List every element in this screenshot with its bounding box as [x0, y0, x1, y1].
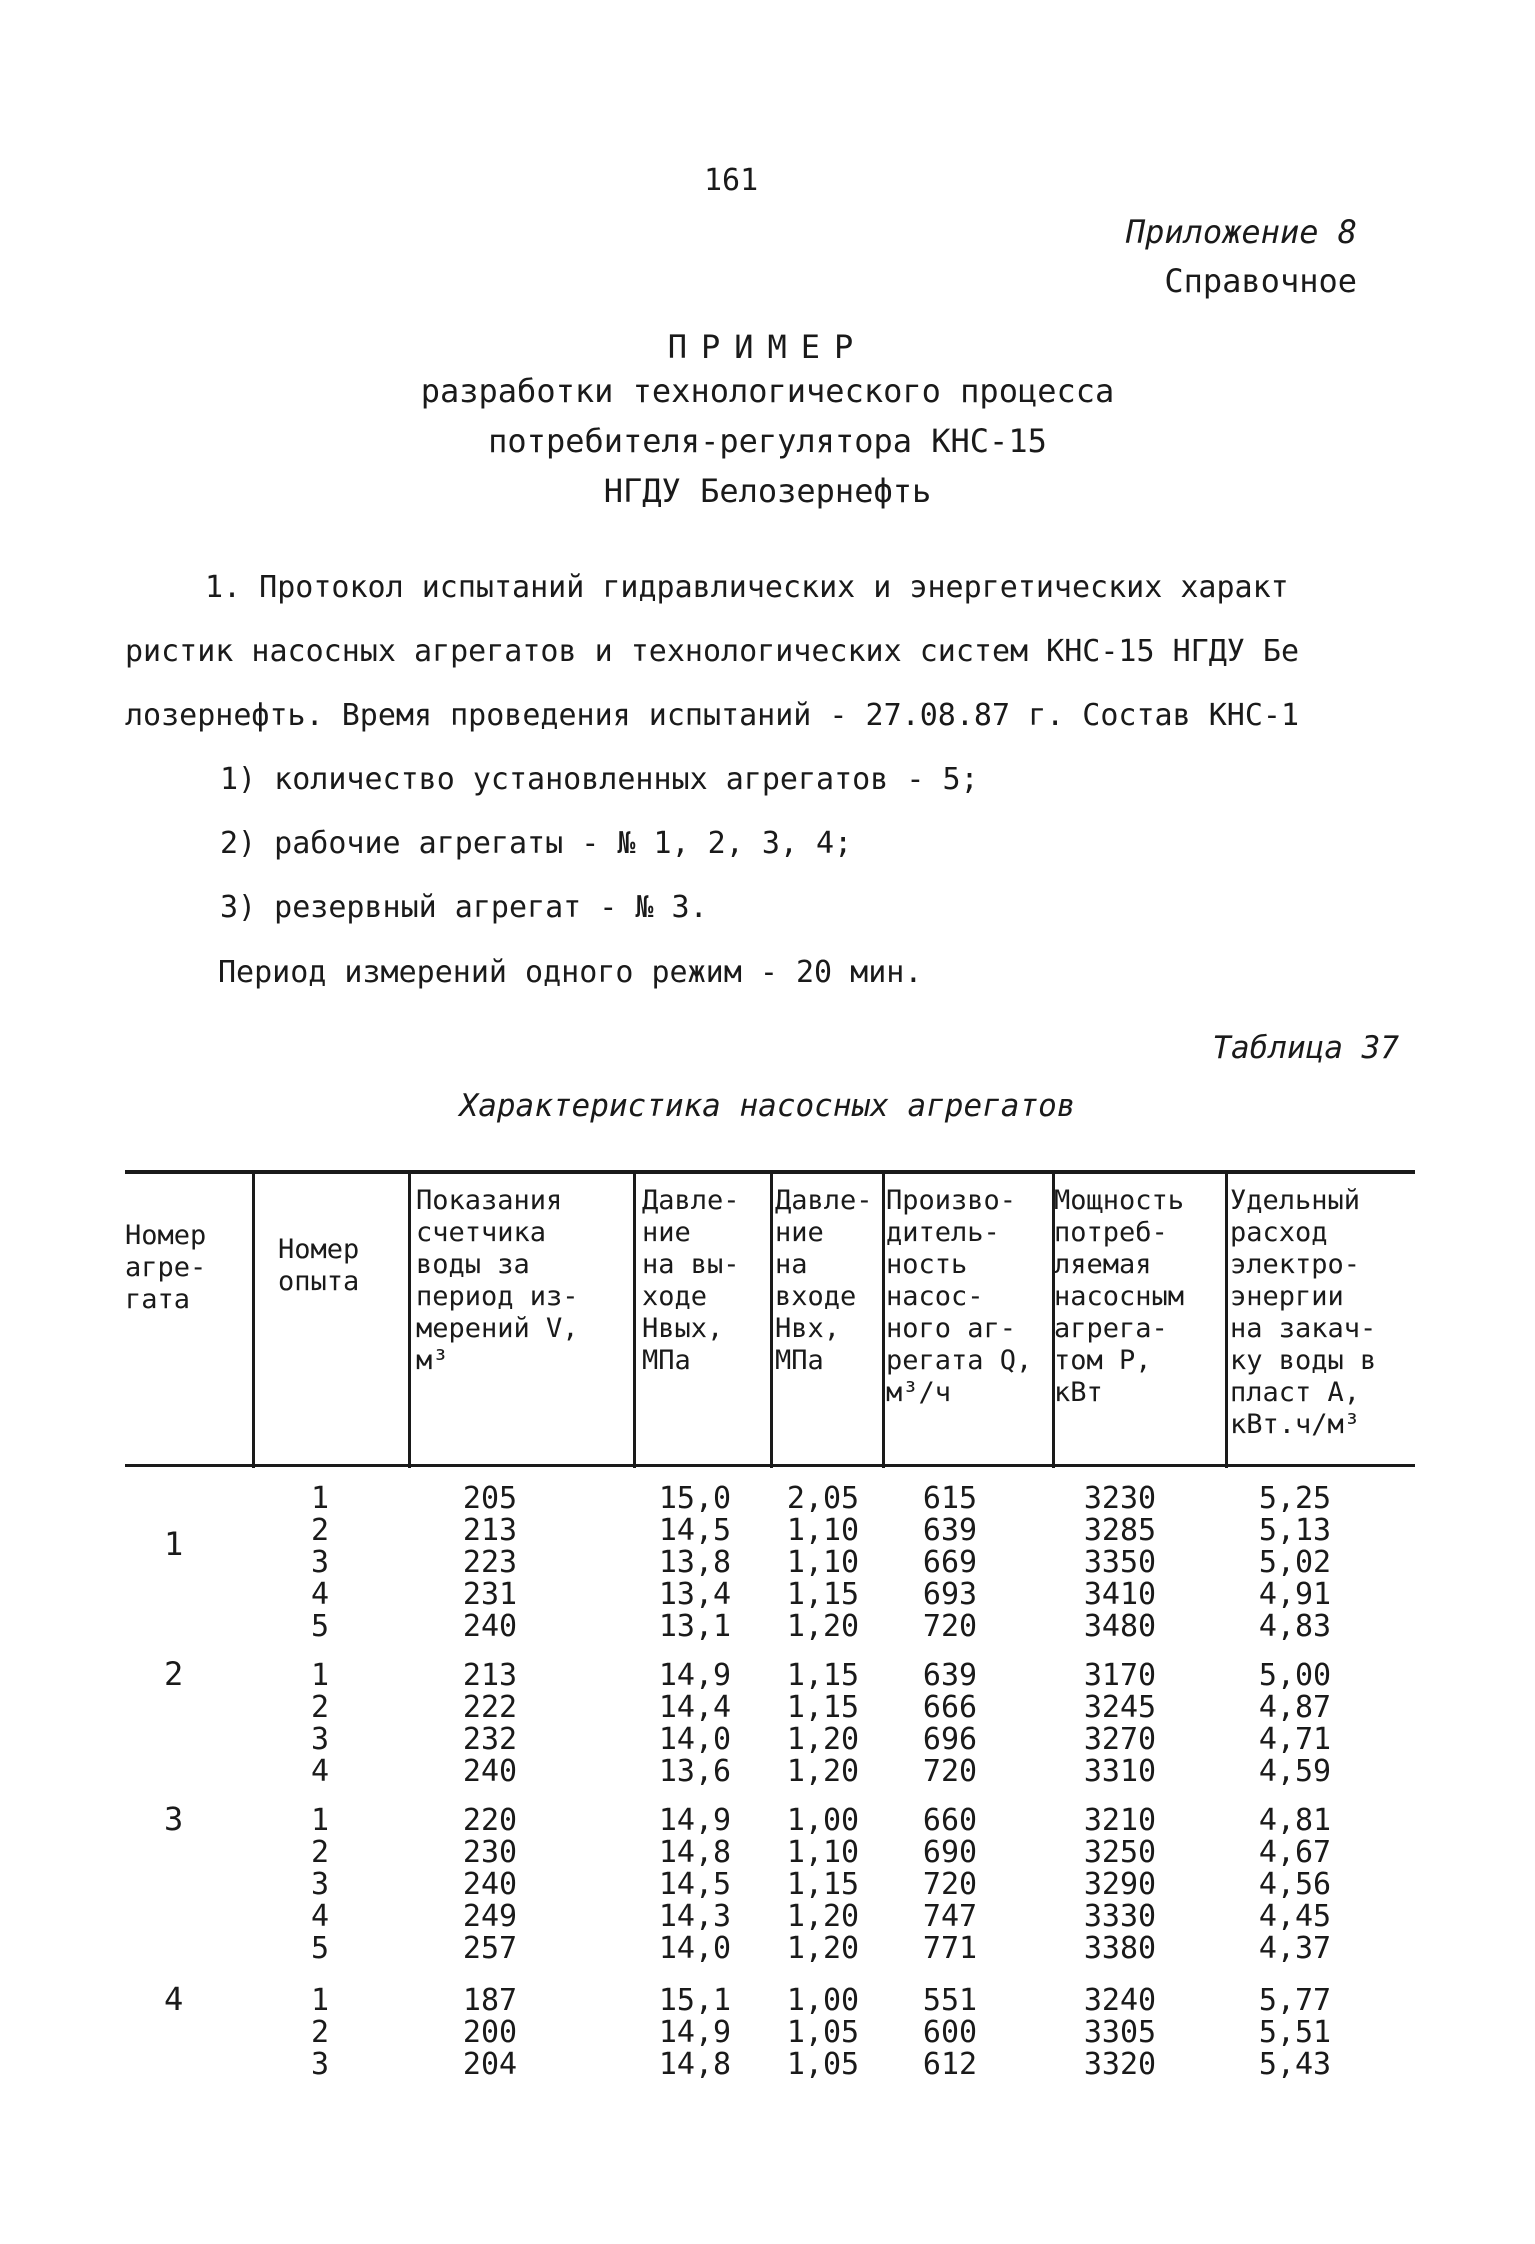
table-cell: 3170 3245 3270 3310: [1083, 1658, 1157, 1789]
table-cell: 1 2 3: [310, 1983, 330, 2082]
aggregate-number: 4: [164, 1980, 184, 2018]
table-cell: 1 2 3 4 5: [310, 1481, 330, 1644]
table-cell: 15,1 14,9 14,8: [658, 1983, 732, 2082]
aggregate-number: 2: [164, 1655, 184, 1693]
header-power: Мощность потреб- ляемая насосным агрега- том Р, кВт: [1054, 1185, 1185, 1408]
measurement-period: Период измерений одного режим - 20 мин.: [218, 955, 923, 990]
header-specific-energy: Удельный расход электро- энергии на закач- ку воды в пласт А, кВт.ч/м³: [1230, 1185, 1377, 1440]
table-cell: 615 639 669 693 720: [922, 1481, 978, 1644]
title-line-3: НГДУ Белозернефть: [603, 472, 932, 510]
table-cell: 3240 3305 3320: [1083, 1983, 1157, 2082]
table-cell: 4,81 4,67 4,56 4,45 4,37: [1258, 1803, 1332, 1966]
table-cell: 14,9 14,8 14,5 14,3 14,0: [658, 1803, 732, 1966]
table-cell: 213 222 232 240: [462, 1658, 518, 1789]
column-divider: [770, 1170, 773, 1468]
page-number: 161: [704, 163, 759, 198]
list-item-3: 3) резервный агрегат - № 3.: [220, 890, 708, 925]
title-line-2: потребителя-регулятора КНС-15: [488, 422, 1047, 460]
table-cell: 1,00 1,05 1,05: [786, 1983, 860, 2082]
column-divider: [252, 1170, 255, 1468]
header-meter-volume: Показания счетчика воды за период из- мерений V, м³: [416, 1185, 579, 1376]
header-outlet-pressure: Давле- ние на вы- ходе Нвых, МПа: [642, 1185, 740, 1376]
table-cell: 187 200 204: [462, 1983, 518, 2082]
table-cell: 5,77 5,51 5,43: [1258, 1983, 1332, 2082]
table-number: Таблица 37: [1212, 1030, 1399, 1066]
column-divider: [633, 1170, 636, 1468]
header-test-number: Номер опыта: [278, 1234, 360, 1297]
column-divider: [1225, 1170, 1228, 1468]
column-divider: [882, 1170, 885, 1468]
table-cell: 15,0 14,5 13,8 13,4 13,1: [658, 1481, 732, 1644]
header-capacity: Произво- дитель- ность насос- ного аг- регата Q, м³/ч: [886, 1185, 1033, 1408]
table-cell: 1 2 3 4: [310, 1658, 330, 1789]
table-cell: 551 600 612: [922, 1983, 978, 2082]
appendix-type: Справочное: [1164, 262, 1357, 300]
list-item-1: 1) количество установленных агрегатов - 5;: [220, 762, 979, 797]
table-cell: 1 2 3 4 5: [310, 1803, 330, 1966]
table-caption: Характеристика насосных агрегатов: [459, 1088, 1076, 1124]
table-cell: 5,25 5,13 5,02 4,91 4,83: [1258, 1481, 1332, 1644]
table-cell: 5,00 4,87 4,71 4,59: [1258, 1658, 1332, 1789]
table-cell: 3210 3250 3290 3330 3380: [1083, 1803, 1157, 1966]
intro-paragraph-line-3: лозернефть. Время проведения испытаний - 27.08.87 г. Состав КНС-1: [125, 698, 1299, 733]
aggregate-number: 1: [164, 1525, 184, 1563]
appendix-label: Приложение 8: [1125, 213, 1357, 251]
title-line-1: разработки технологического процесса: [420, 372, 1115, 410]
list-item-2: 2) рабочие агрегаты - № 1, 2, 3, 4;: [220, 826, 853, 861]
document-title: ПРИМЕР: [667, 328, 868, 366]
header-aggregate-number: Номер агре- гата: [125, 1220, 207, 1315]
aggregate-number: 3: [164, 1800, 184, 1838]
intro-paragraph-line-1: 1. Протокол испытаний гидравлических и энергетических характ: [205, 570, 1289, 605]
table-cell: 205 213 223 231 240: [462, 1481, 518, 1644]
table-cell: 1,15 1,15 1,20 1,20: [786, 1658, 860, 1789]
table-cell: 1,00 1,10 1,15 1,20 1,20: [786, 1803, 860, 1966]
column-divider: [408, 1170, 411, 1468]
table-cell: 639 666 696 720: [922, 1658, 978, 1789]
table-cell: 220 230 240 249 257: [462, 1803, 518, 1966]
intro-paragraph-line-2: ристик насосных агрегатов и технологических систем КНС-15 НГДУ Бе: [125, 634, 1299, 669]
table-cell: 14,9 14,4 14,0 13,6: [658, 1658, 732, 1789]
table-cell: 3230 3285 3350 3410 3480: [1083, 1481, 1157, 1644]
header-inlet-pressure: Давле- ние на входе Нвх, МПа: [775, 1185, 873, 1376]
table-cell: 660 690 720 747 771: [922, 1803, 978, 1966]
table-cell: 2,05 1,10 1,10 1,15 1,20: [786, 1481, 860, 1644]
